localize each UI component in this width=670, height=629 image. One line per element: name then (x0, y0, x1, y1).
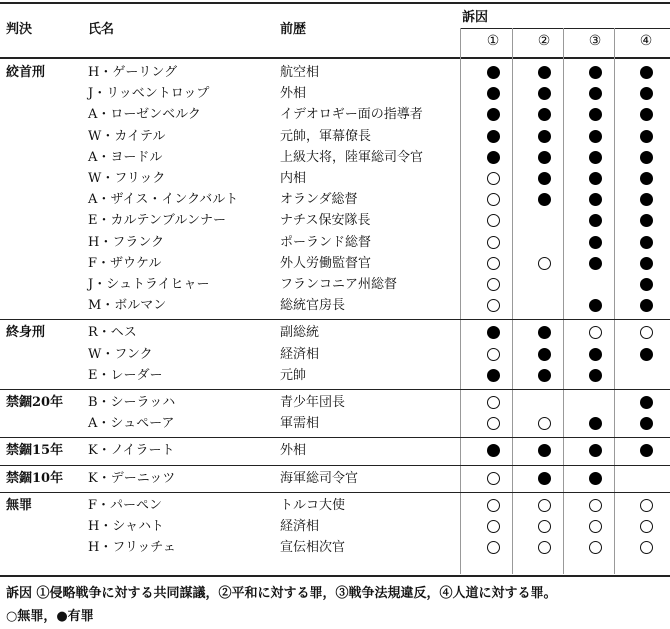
former-position: 経済相 (280, 519, 320, 534)
not-guilty-mark (640, 541, 653, 554)
guilty-mark (589, 193, 602, 206)
defendant-name: H・フリッチェ (88, 540, 176, 556)
not-guilty-mark (487, 172, 500, 185)
group-rule (0, 492, 670, 493)
count-number-2: ② (537, 33, 551, 49)
guilty-mark (538, 326, 551, 339)
guilty-mark (589, 130, 602, 143)
guilty-mark (589, 108, 602, 121)
former-position: 航空相 (280, 65, 320, 80)
verdict-label: 無罪 (6, 497, 33, 513)
count-number-3: ③ (588, 33, 602, 49)
not-guilty-mark (538, 417, 551, 430)
header-former-position: 前歴 (280, 22, 307, 37)
guilty-mark (589, 369, 602, 382)
guilty-mark (487, 151, 500, 164)
guilty-mark (640, 299, 653, 312)
defendant-name: F・パーペン (88, 497, 163, 513)
defendant-name: K・ノイラート (88, 443, 175, 459)
guilty-mark (589, 444, 602, 457)
top-rule (0, 2, 670, 4)
former-position: オランダ総督 (280, 192, 358, 208)
guilty-mark (640, 214, 653, 227)
legend-symbols: ○無罪，●有罪 (6, 609, 94, 624)
former-position: フランコニア州総督 (280, 277, 398, 292)
guilty-mark (589, 472, 602, 485)
defendant-name: R・ヘス (88, 325, 137, 341)
guilty-mark (487, 87, 500, 100)
guilty-mark (640, 278, 653, 291)
guilty-mark (640, 193, 653, 206)
guilty-mark (640, 236, 653, 249)
guilty-mark (538, 108, 551, 121)
not-guilty-mark (487, 520, 500, 533)
guilty-mark (640, 172, 653, 185)
former-position: 副総統 (280, 325, 320, 341)
defendant-name: B・シーラッハ (88, 395, 176, 410)
guilty-mark (487, 444, 500, 457)
defendant-name: H・ゲーリング (88, 65, 178, 80)
counts-underline (460, 28, 670, 29)
header-verdict: 判決 (6, 22, 33, 37)
defendant-name: A・ザイス・インクバルト (88, 192, 239, 208)
guilty-mark (640, 417, 653, 430)
bottom-rule (0, 575, 670, 577)
guilty-mark (589, 348, 602, 361)
header-counts: 訴因 (462, 10, 489, 25)
not-guilty-mark (487, 299, 500, 312)
guilty-mark (538, 472, 551, 485)
guilty-mark (640, 87, 653, 100)
not-guilty-mark (640, 499, 653, 512)
guilty-mark (640, 66, 653, 79)
guilty-mark (538, 130, 551, 143)
verdict-label: 絞首刑 (6, 65, 46, 80)
guilty-mark (640, 151, 653, 164)
former-position: ナチス保安隊長 (280, 213, 371, 229)
defendant-name: A・ヨードル (88, 149, 163, 165)
defendant-name: J・シュトライヒャー (88, 277, 210, 292)
guilty-mark (589, 214, 602, 227)
guilty-mark (538, 369, 551, 382)
guilty-mark (487, 326, 500, 339)
former-position: 宣伝相次官 (280, 540, 346, 556)
not-guilty-mark (589, 499, 602, 512)
defendant-name: F・ザウケル (88, 255, 162, 271)
guilty-mark (538, 66, 551, 79)
defendant-name: E・レーダー (88, 367, 163, 383)
former-position: ポーランド総督 (280, 234, 372, 250)
defendant-name: K・デーニッツ (88, 470, 176, 486)
defendant-name: H・フランク (88, 234, 165, 250)
guilty-mark (538, 87, 551, 100)
not-guilty-mark (538, 520, 551, 533)
not-guilty-mark (487, 472, 500, 485)
guilty-mark (538, 348, 551, 361)
group-rule (0, 319, 670, 320)
guilty-mark (640, 108, 653, 121)
guilty-mark (589, 236, 602, 249)
not-guilty-mark (538, 257, 551, 270)
guilty-mark (487, 66, 500, 79)
not-guilty-mark (589, 520, 602, 533)
former-position: イデオロギー面の指導者 (280, 107, 423, 123)
header-rule (0, 57, 670, 59)
former-position: 元帥 (280, 367, 307, 383)
not-guilty-mark (487, 541, 500, 554)
guilty-mark (640, 257, 653, 270)
former-position: 外人労働監督官 (280, 255, 372, 271)
verdict-label: 終身刑 (6, 325, 46, 341)
not-guilty-mark (589, 541, 602, 554)
count-number-1: ① (486, 33, 500, 49)
guilty-mark (640, 444, 653, 457)
not-guilty-mark (487, 257, 500, 270)
guilty-mark (487, 369, 500, 382)
not-guilty-mark (538, 499, 551, 512)
defendant-name: W・カイテル (88, 128, 166, 144)
not-guilty-mark (487, 396, 500, 409)
guilty-mark (487, 130, 500, 143)
former-position: 総統官房長 (280, 298, 346, 314)
not-guilty-mark (487, 348, 500, 361)
legend-counts: 訴因 ①侵略戦争に対する共同謀議，②平和に対する罪，③戦争法規違反，④人道に対する罪。 (6, 586, 557, 601)
defendant-name: A・ローゼンベルク (88, 107, 201, 123)
group-rule (0, 389, 670, 390)
guilty-mark (589, 417, 602, 430)
group-rule (0, 437, 670, 438)
not-guilty-mark (487, 278, 500, 291)
group-rule (0, 465, 670, 466)
former-position: 内相 (280, 171, 307, 186)
not-guilty-mark (487, 417, 500, 430)
defendant-name: A・シュペーア (88, 416, 175, 432)
former-position: 経済相 (280, 346, 320, 362)
guilty-mark (589, 172, 602, 185)
former-position: 元帥，軍幕僚長 (280, 128, 372, 144)
former-position: 外相 (280, 86, 307, 102)
count-number-4: ④ (639, 33, 653, 49)
defendant-name: M・ボルマン (88, 298, 167, 314)
not-guilty-mark (640, 326, 653, 339)
header-name: 氏名 (88, 22, 115, 37)
defendant-name: W・フンク (88, 346, 153, 362)
guilty-mark (640, 348, 653, 361)
guilty-mark (589, 151, 602, 164)
guilty-mark (538, 172, 551, 185)
guilty-mark (589, 299, 602, 312)
defendant-name: W・フリック (88, 171, 166, 186)
guilty-mark (640, 396, 653, 409)
not-guilty-mark (487, 193, 500, 206)
verdict-label: 禁錮10年 (6, 470, 64, 486)
not-guilty-mark (487, 499, 500, 512)
not-guilty-mark (589, 326, 602, 339)
verdict-label: 禁錮15年 (6, 443, 64, 459)
not-guilty-mark (487, 236, 500, 249)
guilty-mark (538, 151, 551, 164)
guilty-mark (589, 87, 602, 100)
not-guilty-mark (640, 520, 653, 533)
guilty-mark (487, 108, 500, 121)
former-position: トルコ大使 (280, 497, 346, 513)
not-guilty-mark (538, 541, 551, 554)
defendant-name: J・リッベントロップ (88, 86, 210, 102)
defendant-name: E・カルテンブルンナー (88, 213, 226, 229)
guilty-mark (538, 193, 551, 206)
former-position: 外相 (280, 443, 307, 459)
former-position: 青少年団長 (280, 395, 346, 410)
guilty-mark (589, 66, 602, 79)
former-position: 軍需相 (280, 416, 320, 432)
guilty-mark (589, 257, 602, 270)
verdict-label: 禁錮20年 (6, 395, 64, 410)
former-position: 海軍総司令官 (280, 470, 359, 486)
defendant-name: H・シャハト (88, 519, 164, 534)
guilty-mark (640, 130, 653, 143)
guilty-mark (538, 444, 551, 457)
former-position: 上級大将，陸軍総司令官 (280, 149, 424, 165)
not-guilty-mark (487, 214, 500, 227)
